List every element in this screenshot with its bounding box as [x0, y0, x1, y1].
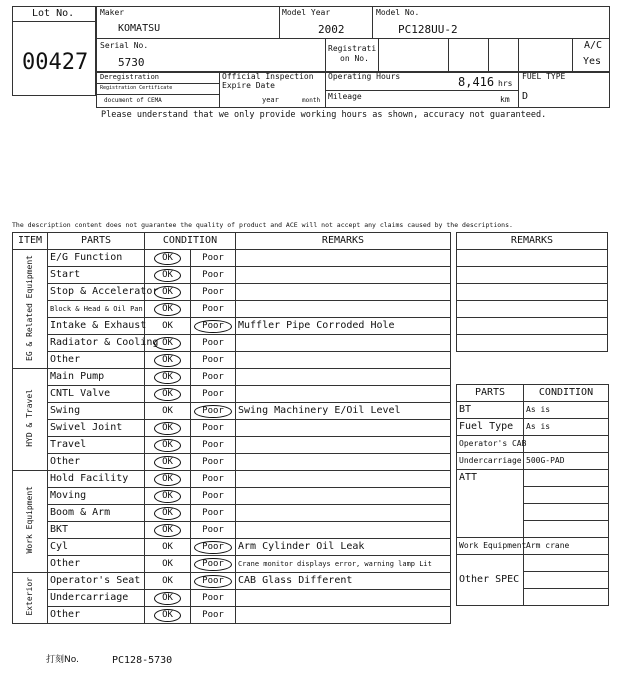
poor-cell — [191, 386, 236, 403]
right-part-cell: BT — [457, 402, 524, 419]
ok-cell — [145, 556, 191, 573]
registration-no-label-2: on No. — [340, 54, 369, 63]
table-row — [13, 556, 451, 573]
remark-cell — [236, 352, 451, 369]
poor-label: Poor — [202, 609, 224, 620]
remark-cell — [236, 369, 451, 386]
table-row — [13, 420, 451, 437]
poor-cell — [191, 471, 236, 488]
poor-cell — [191, 284, 236, 301]
poor-circled: Poor — [194, 320, 232, 333]
header-line — [279, 6, 280, 38]
poor-label: Poor — [202, 490, 224, 501]
group-cell — [13, 573, 48, 624]
ok-cell — [145, 403, 191, 420]
right-parts-table — [456, 384, 609, 606]
poor-label: Poor — [202, 354, 224, 365]
poor-circled: Poor — [194, 558, 232, 571]
registration-no-label: Registrati — [328, 44, 377, 53]
poor-cell — [191, 403, 236, 420]
registration-certificate-label: Registration Certificate — [100, 85, 173, 91]
year-label: year — [262, 96, 279, 104]
document-label: document of CEMA — [104, 97, 162, 104]
poor-circled: Poor — [194, 405, 232, 418]
inspection-label-2: Expire Date — [222, 81, 275, 90]
group-label: Exterior — [25, 577, 34, 616]
ok-circled: OK — [154, 269, 181, 282]
table-row — [13, 284, 451, 301]
model-no-value: PC128UU-2 — [398, 23, 458, 36]
poor-cell — [191, 539, 236, 556]
poor-circled: Poor — [194, 575, 232, 588]
ok-label: OK — [162, 558, 173, 569]
part-cell: Start — [48, 267, 145, 284]
stamp-no-label: 打刻No. — [46, 655, 79, 665]
ok-cell — [145, 420, 191, 437]
table-row — [13, 454, 451, 471]
part-cell: Operator's Seat — [48, 573, 145, 590]
part-cell: E/G Function — [48, 250, 145, 267]
ok-cell — [145, 267, 191, 284]
fuel-type-value: D — [522, 91, 529, 102]
part-cell: Cyl — [48, 539, 145, 556]
poor-label: Poor — [202, 592, 224, 603]
right-condition-cell: As is — [524, 402, 609, 419]
poor-cell — [191, 369, 236, 386]
poor-cell — [191, 301, 236, 318]
header-line — [96, 94, 219, 95]
mileage-label: Mileage — [328, 92, 362, 101]
poor-cell — [191, 488, 236, 505]
hrs-unit: hrs — [498, 79, 513, 88]
remark-cell — [236, 267, 451, 284]
table-row — [13, 352, 451, 369]
right-condition-header: CONDITION — [524, 385, 609, 402]
poor-circled: Poor — [194, 541, 232, 554]
poor-cell — [191, 250, 236, 267]
ok-cell — [145, 318, 191, 335]
remark-cell — [236, 386, 451, 403]
remark-cell — [236, 437, 451, 454]
table-row — [13, 318, 451, 335]
ok-cell — [145, 386, 191, 403]
table-row — [13, 369, 451, 386]
ok-cell — [145, 573, 191, 590]
group-cell — [13, 250, 48, 369]
remarks-header: REMARKS — [236, 233, 451, 250]
att-row — [524, 504, 609, 521]
poor-label: Poor — [202, 456, 224, 467]
part-cell: Undercarriage — [48, 590, 145, 607]
condition-header: CONDITION — [145, 233, 236, 250]
hours-disclaimer: Please understand that we only provide working hours as shown, accuracy not guaranteed. — [101, 110, 547, 120]
poor-cell — [191, 352, 236, 369]
ok-cell — [145, 488, 191, 505]
remark-cell — [236, 522, 451, 539]
work-equipment-value: Arm crane — [524, 538, 609, 555]
header-line — [219, 72, 220, 108]
remark-cell — [236, 488, 451, 505]
operating-hours-label: Operating Hours — [328, 72, 401, 81]
part-cell: Block & Head & Oil Pan — [48, 301, 145, 318]
poor-label: Poor — [202, 337, 224, 348]
part-cell: Swivel Joint — [48, 420, 145, 437]
lot-label: Lot No. — [32, 8, 75, 19]
part-cell: Other — [48, 556, 145, 573]
part-cell: Other — [48, 454, 145, 471]
right-part-cell: Operator's CAB — [457, 436, 524, 453]
part-cell: Radiator & Cooling — [48, 335, 145, 352]
poor-label: Poor — [202, 422, 224, 433]
remark-cell: Arm Cylinder Oil Leak — [236, 539, 451, 556]
ok-circled: OK — [154, 252, 181, 265]
poor-label: Poor — [202, 303, 224, 314]
item-header: ITEM — [13, 233, 48, 250]
att-row — [524, 470, 609, 487]
part-cell: Main Pump — [48, 369, 145, 386]
table-row — [13, 471, 451, 488]
remark-cell — [236, 471, 451, 488]
poor-label: Poor — [202, 473, 224, 484]
poor-cell — [191, 573, 236, 590]
ok-cell — [145, 454, 191, 471]
maker-label: Maker — [100, 8, 125, 17]
poor-label: Poor — [202, 388, 224, 399]
remark-cell: Muffler Pipe Corroded Hole — [236, 318, 451, 335]
remark-cell — [236, 250, 451, 267]
part-cell: Boom & Arm — [48, 505, 145, 522]
poor-cell — [191, 335, 236, 352]
part-cell: Other — [48, 607, 145, 624]
table-row — [13, 386, 451, 403]
ok-circled: OK — [154, 388, 181, 401]
part-cell: Stop & Accelerator — [48, 284, 145, 301]
poor-label: Poor — [202, 507, 224, 518]
ac-label: A/C — [584, 40, 603, 51]
model-year-label: Model Year — [282, 8, 331, 17]
ok-circled: OK — [154, 303, 181, 316]
header-line — [372, 6, 373, 38]
ok-circled: OK — [154, 286, 181, 299]
ac-value: Yes — [583, 56, 602, 67]
lot-number: 00427 — [22, 50, 89, 75]
other-spec-label: Other SPEC — [457, 555, 524, 606]
ok-cell — [145, 352, 191, 369]
remark-cell — [236, 607, 451, 624]
group-cell — [13, 471, 48, 573]
serial-label: Serial No. — [100, 41, 149, 50]
table-row — [13, 590, 451, 607]
table-row — [13, 539, 451, 556]
operating-hours-value: 8,416 — [458, 75, 495, 89]
remark-cell — [236, 505, 451, 522]
ok-circled: OK — [154, 524, 181, 537]
poor-cell — [191, 318, 236, 335]
poor-cell — [191, 454, 236, 471]
ok-cell — [145, 471, 191, 488]
right-remarks-row — [457, 318, 608, 335]
right-condition-cell — [524, 436, 609, 453]
poor-cell — [191, 556, 236, 573]
ok-circled: OK — [154, 473, 181, 486]
right-remarks-row — [457, 267, 608, 284]
right-remarks-row — [457, 284, 608, 301]
right-remarks-table — [456, 232, 608, 352]
other-spec-row — [524, 572, 609, 589]
part-cell: BKT — [48, 522, 145, 539]
remark-cell: Crane monitor displays error, warning lamp Lit — [236, 556, 451, 573]
right-remarks-header: REMARKS — [457, 233, 608, 250]
right-part-cell: Fuel Type — [457, 419, 524, 436]
remark-cell — [236, 301, 451, 318]
table-row — [13, 522, 451, 539]
right-remarks-row — [457, 250, 608, 267]
table-row — [13, 488, 451, 505]
parts-header: PARTS — [48, 233, 145, 250]
serial-value: 5730 — [118, 56, 145, 69]
fuel-type-label: FUEL TYPE — [522, 72, 566, 81]
right-condition-cell: As is — [524, 419, 609, 436]
poor-cell — [191, 522, 236, 539]
att-row — [524, 487, 609, 504]
poor-label: Poor — [202, 524, 224, 535]
other-spec-row — [524, 589, 609, 606]
ok-cell — [145, 590, 191, 607]
header-line — [378, 38, 379, 72]
table-row — [13, 505, 451, 522]
month-label: month — [302, 97, 321, 104]
part-cell: CNTL Valve — [48, 386, 145, 403]
ok-label: OK — [162, 320, 173, 331]
remark-cell — [236, 284, 451, 301]
maker-value: KOMATSU — [118, 23, 161, 34]
poor-label: Poor — [202, 439, 224, 450]
poor-label: Poor — [202, 371, 224, 382]
ok-circled: OK — [154, 354, 181, 367]
ok-label: OK — [162, 575, 173, 586]
table-row — [13, 250, 451, 267]
right-part-cell: Undercarriage — [457, 453, 524, 470]
ok-cell — [145, 522, 191, 539]
ok-cell — [145, 437, 191, 454]
part-cell: Swing — [48, 403, 145, 420]
km-unit: km — [500, 95, 510, 104]
table-row — [13, 437, 451, 454]
ok-cell — [145, 607, 191, 624]
poor-label: Poor — [202, 286, 224, 297]
group-label: HYD & Travel — [25, 389, 34, 447]
att-row — [524, 521, 609, 538]
ok-cell — [145, 369, 191, 386]
table-row — [13, 573, 451, 590]
part-cell: Hold Facility — [48, 471, 145, 488]
work-equipment-label: Work Equipment — [457, 538, 524, 555]
part-cell: Travel — [48, 437, 145, 454]
header-line — [572, 38, 573, 72]
table-row — [13, 403, 451, 420]
ok-cell — [145, 505, 191, 522]
ok-circled: OK — [154, 371, 181, 384]
remark-cell: Swing Machinery E/Oil Level — [236, 403, 451, 420]
right-remarks-row — [457, 335, 608, 352]
description-disclaimer: The description content does not guarantee the quality of product and ACE will not accept any claims caused by the descriptions. — [12, 221, 513, 229]
remark-cell — [236, 590, 451, 607]
header-line — [96, 38, 610, 39]
stamp-no-value: PC128-5730 — [112, 655, 173, 666]
poor-cell — [191, 420, 236, 437]
part-cell: Other — [48, 352, 145, 369]
condition-table — [12, 232, 451, 624]
poor-cell — [191, 505, 236, 522]
ok-circled: OK — [154, 439, 181, 452]
ok-circled: OK — [154, 592, 181, 605]
ok-circled: OK — [154, 507, 181, 520]
ok-circled: OK — [154, 490, 181, 503]
group-label: EG & Related Equipment — [25, 254, 34, 361]
remark-cell — [236, 420, 451, 437]
other-spec-row — [524, 555, 609, 572]
ok-label: OK — [162, 541, 173, 552]
header-line — [448, 38, 449, 72]
ok-cell — [145, 250, 191, 267]
table-row — [13, 335, 451, 352]
group-label: Work Equipment — [25, 486, 34, 554]
table-row — [13, 267, 451, 284]
part-cell: Intake & Exhaust — [48, 318, 145, 335]
att-label: ATT — [457, 470, 524, 538]
deregistration-label: Deregistration — [100, 73, 160, 81]
poor-label: Poor — [202, 252, 224, 263]
table-row — [13, 607, 451, 624]
poor-label: Poor — [202, 269, 224, 280]
poor-cell — [191, 437, 236, 454]
poor-cell — [191, 267, 236, 284]
ok-cell — [145, 539, 191, 556]
header-line — [96, 83, 219, 84]
right-condition-cell: 500G-PAD — [524, 453, 609, 470]
header-line — [325, 90, 518, 91]
table-row — [13, 301, 451, 318]
poor-cell — [191, 607, 236, 624]
remark-cell — [236, 335, 451, 352]
ok-cell — [145, 301, 191, 318]
right-remarks-row — [457, 301, 608, 318]
ok-circled: OK — [154, 422, 181, 435]
inspection-label: Official Inspection — [222, 72, 314, 81]
remark-cell — [236, 454, 451, 471]
ok-label: OK — [162, 405, 173, 416]
group-cell — [13, 369, 48, 471]
remark-cell: CAB Glass Different — [236, 573, 451, 590]
ok-circled: OK — [154, 609, 181, 622]
model-year-value: 2002 — [318, 23, 345, 36]
right-parts-header: PARTS — [457, 385, 524, 402]
poor-cell — [191, 590, 236, 607]
part-cell: Moving — [48, 488, 145, 505]
ok-circled: OK — [154, 337, 181, 350]
ok-circled: OK — [154, 456, 181, 469]
header-line — [488, 38, 489, 72]
model-no-label: Model No. — [376, 8, 420, 17]
